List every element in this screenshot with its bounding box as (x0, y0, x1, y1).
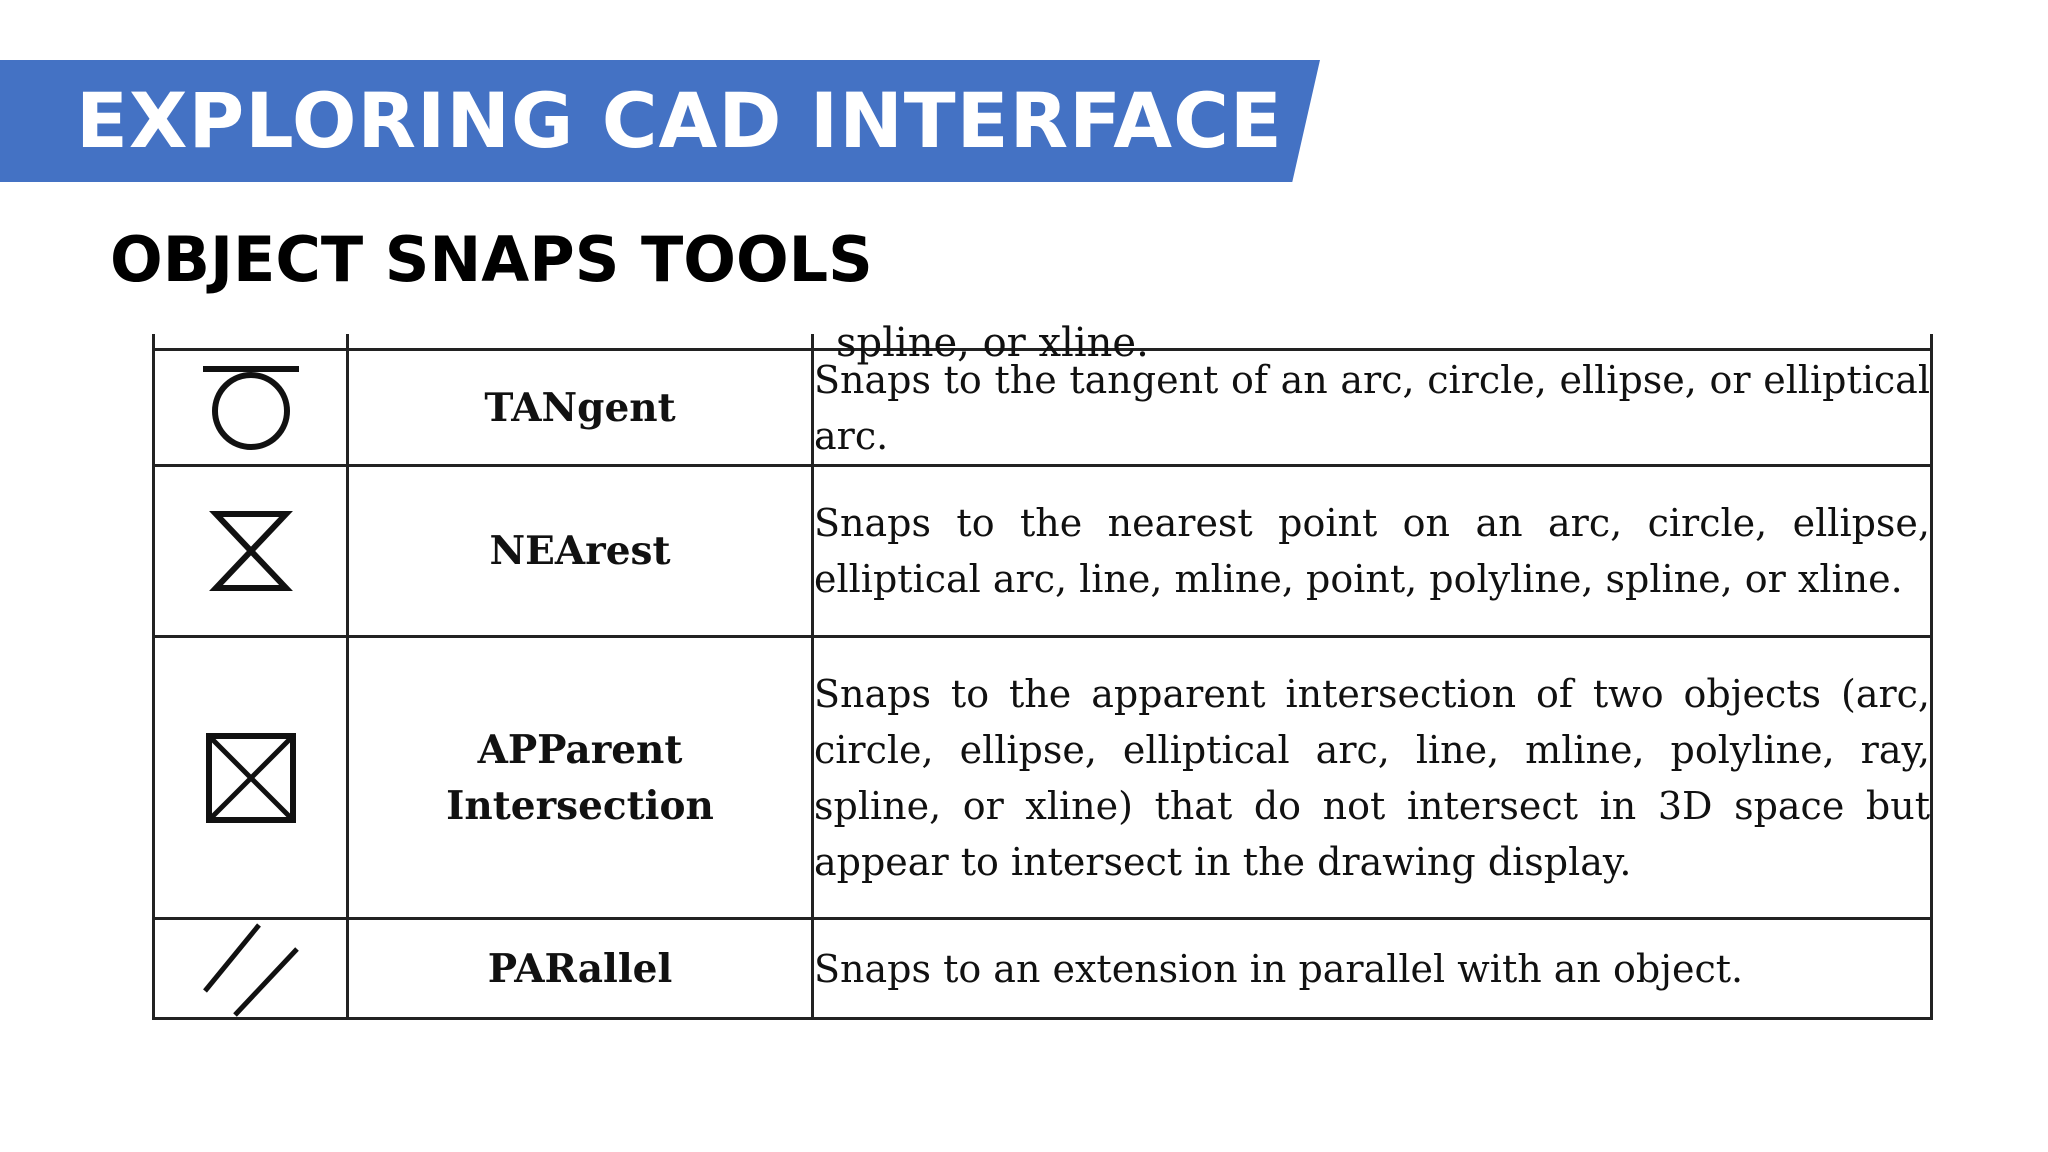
table-row-apparent-intersection (154, 637, 1932, 919)
description-cell (813, 320, 1932, 366)
slide-title: EXPLORING CAD INTERFACE (76, 76, 1283, 165)
tangent-icon (199, 363, 303, 453)
object-snaps-table (152, 320, 1933, 1020)
snap-name-line1: APParent (477, 726, 683, 773)
icon-cell (154, 334, 348, 350)
icon-cell (154, 466, 348, 637)
snap-description: Snaps to the nearest point on an arc, circle, ellipse, elliptical arc, line, mline, point, polyline, spline, or xline. (813, 466, 1932, 637)
parallel-icon (201, 921, 301, 1017)
snap-name (348, 637, 813, 919)
apparent-intersection-icon (205, 732, 297, 824)
object-snaps-table-container (152, 320, 1930, 1020)
nearest-icon (210, 508, 292, 594)
snap-name-line2: Intersection (446, 782, 714, 829)
icon-cell (154, 637, 348, 919)
snap-name: TANgent (348, 350, 813, 466)
snap-description: Snaps to the tangent of an arc, circle, ellipse, or elliptical arc. (813, 350, 1932, 466)
table-row-parallel (154, 919, 1932, 1019)
table-row-tangent (154, 350, 1932, 466)
slide-subtitle: OBJECT SNAPS TOOLS (110, 223, 873, 296)
cut-row-text: spline, or xline. (836, 320, 1149, 366)
name-cell (348, 334, 813, 350)
snap-description: Snaps to an extension in parallel with an object. (813, 919, 1932, 1019)
icon-cell (154, 350, 348, 466)
icon-cell (154, 919, 348, 1019)
table-row-nearest (154, 466, 1932, 637)
snap-name: NEArest (348, 466, 813, 637)
table-row-cut (154, 334, 1932, 350)
snap-description: Snaps to the apparent intersection of two objects (arc, circle, ellipse, elliptical arc, line, mline, polyline, ray, spline, or xline) that do not intersect in 3D space but appear to intersect in the drawing display. (813, 637, 1932, 919)
snap-name: PARallel (348, 919, 813, 1019)
